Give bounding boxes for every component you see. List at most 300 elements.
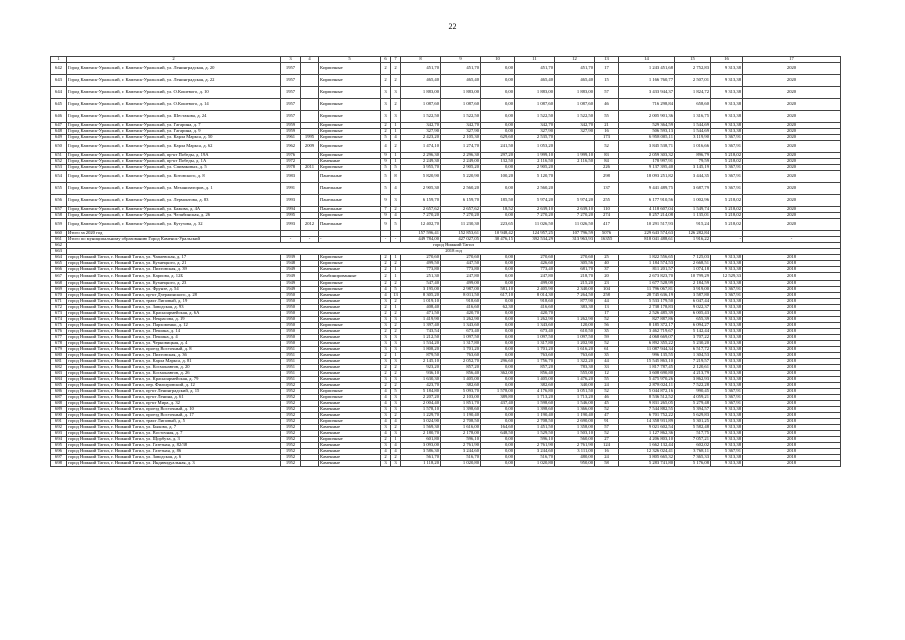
- cell-col-3: 1950: [281, 317, 301, 323]
- cell-col-13: 417: [595, 219, 619, 231]
- cell-col-7: 3: [391, 377, 401, 383]
- cell-col-11: 2 405,90: [515, 287, 555, 293]
- cell-col-12: 1 322,20: [555, 359, 595, 365]
- cell-col-14: 3 433 944,37: [619, 87, 675, 99]
- cell-col-12: 560,00: [555, 437, 595, 443]
- cell-col-8: 5 184,80: [401, 389, 441, 395]
- cell-col-11: 1 522,50: [515, 111, 555, 123]
- cell-col-10: 0,00: [481, 377, 515, 383]
- cell-col-6: 7: [381, 207, 391, 213]
- cell-col-13: 40: [595, 261, 619, 267]
- cell-col-12: 11 026,50: [555, 219, 595, 231]
- cell-col-14: 6 701 752,22: [619, 413, 675, 419]
- cell-col-10: 297,20: [481, 153, 515, 159]
- cell-col-17: 2018: [743, 401, 841, 407]
- cell-col-1: 660: [51, 231, 67, 237]
- cell-col-5: Каменные: [319, 365, 381, 371]
- cell-col-10: 437,40: [481, 401, 515, 407]
- cell-col-10: 0,00: [481, 87, 515, 99]
- cell-col-13: 52: [595, 317, 619, 323]
- cell-col-15: 4 059,21: [675, 395, 711, 401]
- cell-col-2: Город Каменск-Уральский, г. Каменск-Уральский, ул. Механизаторов, д. 1: [67, 183, 281, 195]
- cell-col-3: 1951: [281, 377, 301, 383]
- cell-col-13: 5076: [595, 231, 619, 237]
- cell-col-10: 0,00: [481, 443, 515, 449]
- cell-col-7: 2: [391, 141, 401, 153]
- cell-col-1: 697: [51, 455, 67, 461]
- cell-col-7: 1: [391, 273, 401, 281]
- cell-col-15: 5 176,08: [675, 461, 711, 467]
- cell-col-12: 2 340,00: [555, 287, 595, 293]
- cell-col-9: 918,60: [441, 299, 481, 305]
- cell-col-13: 124: [595, 443, 619, 449]
- cell-col-3: 1950: [281, 335, 301, 341]
- cell-col-3: 1952: [281, 437, 301, 443]
- cell-col-6: 3: [381, 99, 391, 111]
- cell-col-8: 1 578,10: [401, 407, 441, 413]
- cell-col-9: 1 398,60: [441, 407, 481, 413]
- column-header-9: 9: [441, 57, 481, 63]
- cell-col-14: 28 745 636,19: [619, 293, 675, 299]
- cell-col-14: 6 892 355,22: [619, 341, 675, 347]
- cell-col-13: 21: [595, 123, 619, 129]
- cell-col-6: 3: [381, 317, 391, 323]
- cell-col-14: 3 805 665,32: [619, 455, 675, 461]
- cell-col-16: 9 313,38: [711, 431, 743, 437]
- cell-col-7: 13: [391, 293, 401, 299]
- cell-col-9: 342,70: [441, 123, 481, 129]
- cell-col-11: 7 270,20: [515, 213, 555, 219]
- cell-col-13: 226: [595, 165, 619, 171]
- cell-col-4: 2012: [301, 219, 319, 231]
- cell-col-11: 420,70: [515, 311, 555, 317]
- cell-col-6: 2: [381, 75, 391, 87]
- cell-col-7: 2: [391, 383, 401, 389]
- cell-col-15: 5 142,44: [675, 329, 711, 335]
- cell-col-11: 1 405,00: [515, 377, 555, 383]
- cell-col-2: город Нижний Тагил, г. Нижний Тагил, пр-кт Дзержинского, д. 28: [67, 293, 281, 299]
- cell-col-9: 673,40: [441, 329, 481, 335]
- cell-col-14: 1 677 528,99: [619, 281, 675, 287]
- cell-col-15: 7 057,21: [675, 437, 711, 443]
- cell-col-11: 5 974,20: [515, 195, 555, 207]
- cell-col-10: 0,00: [481, 407, 515, 413]
- cell-col-5: Каменные: [319, 329, 381, 335]
- column-header-10: 10: [481, 57, 515, 63]
- cell-col-5: Кирпичные: [319, 87, 381, 99]
- cell-col-12: 327,90: [555, 129, 595, 135]
- cell-col-7: 3: [391, 347, 401, 353]
- cell-col-12: 3 051,50: [555, 389, 595, 395]
- cell-col-6: 9: [381, 153, 391, 159]
- cell-col-11: 2 761,90: [515, 443, 555, 449]
- cell-col-5: Каменные: [319, 341, 381, 347]
- cell-col-6: 2: [381, 129, 391, 135]
- column-header-7: 7: [391, 57, 401, 63]
- cell-col-13: 57: [595, 425, 619, 431]
- cell-col-13: 15: [595, 75, 619, 87]
- cell-col-14: 1 822 556,65: [619, 255, 675, 261]
- cell-col-12: 610,50: [555, 329, 595, 335]
- cell-col-14: 7 544 882,55: [619, 407, 675, 413]
- cell-col-9: 7 270,20: [441, 213, 481, 219]
- cell-col-7: 2: [391, 207, 401, 213]
- cell-col-13: 298: [595, 171, 619, 183]
- cell-col-12: 3 111,00: [555, 449, 595, 455]
- cell-col-12: 7 264,50: [555, 293, 595, 299]
- cell-col-13: 12: [595, 371, 619, 377]
- cell-col-8: 3 586,30: [401, 449, 441, 455]
- cell-col-17: 2020: [743, 123, 841, 129]
- cell-col-6: 4: [381, 287, 391, 293]
- cell-col-8: 7 270,20: [401, 213, 441, 219]
- cell-col-15: 3 768,11: [675, 449, 711, 455]
- cell-col-6: 5: [381, 183, 391, 195]
- cell-col-9: 270,60: [441, 255, 481, 261]
- cell-col-4: [301, 171, 319, 183]
- table-row: [51, 87, 841, 99]
- cell-col-11: 1 097,50: [515, 335, 555, 341]
- cell-col-12: 313 963,93: [555, 237, 595, 243]
- cell-col-2: город Нижний Тагил, г. Нижний Тагил, ул. Пихтовская, д. 36: [67, 353, 281, 359]
- cell-col-11: 1 317,80: [515, 341, 555, 347]
- cell-col-8: 3 195,00: [401, 287, 441, 293]
- cell-col-1: 643: [51, 75, 67, 87]
- cell-col-6: 3: [381, 413, 391, 419]
- cell-col-9: 2 296,30: [441, 153, 481, 159]
- cell-col-15: 658,60: [675, 99, 711, 111]
- cell-col-3: 1952: [281, 461, 301, 467]
- cell-col-16: 9 313,38: [711, 359, 743, 365]
- cell-col-7: -: [391, 237, 401, 243]
- cell-col-5: Кирпичные: [319, 63, 381, 75]
- cell-col-15: 990,45: [675, 389, 711, 395]
- cell-col-17: 2020: [743, 87, 841, 99]
- table-row: [51, 461, 841, 467]
- cell-col-11: 2 535,70: [515, 135, 555, 141]
- cell-col-10: 389,80: [481, 395, 515, 401]
- cell-col-7: 4: [391, 213, 401, 219]
- cell-col-5: Панельные: [319, 219, 381, 231]
- cell-col-16: 9 313,38: [711, 437, 743, 443]
- cell-col-4: [301, 63, 319, 75]
- column-header-8: 8: [401, 57, 441, 63]
- cell-col-6: 3: [381, 323, 391, 329]
- cell-col-13: 137: [595, 183, 619, 195]
- cell-col-7: 3: [391, 401, 401, 407]
- cell-col-14: 8 185 372,17: [619, 323, 675, 329]
- table-row: [51, 63, 841, 75]
- cell-col-10: 0,00: [481, 437, 515, 443]
- cell-col-4: [301, 99, 319, 111]
- cell-col-15: 1 304,53: [675, 353, 711, 359]
- cell-col-12: 1 190,40: [555, 413, 595, 419]
- cell-col-2: Город Каменск-Уральский, г. Каменск-Уральский, ул. О.Кошевого, д. 14: [67, 99, 281, 111]
- cell-col-17: 2018: [743, 317, 841, 323]
- cell-col-8: 561,70: [401, 455, 441, 461]
- cell-col-11: 1 529,50: [515, 431, 555, 437]
- cell-col-1: 658: [51, 213, 67, 219]
- cell-col-11: 2 560,20: [515, 183, 555, 195]
- cell-col-11: 416,60: [515, 305, 555, 311]
- cell-col-5: Каменные: [319, 353, 381, 359]
- cell-col-3: 1957: [281, 99, 301, 111]
- cell-col-17: 2018: [743, 305, 841, 311]
- cell-col-13: 24: [595, 383, 619, 389]
- cell-col-15: 896,79: [675, 153, 711, 159]
- cell-col-17: 2020: [743, 129, 841, 135]
- cell-col-9: 1 020,80: [441, 461, 481, 467]
- cell-col-5: Кирпичные: [319, 419, 381, 425]
- cell-col-17: 2018: [743, 443, 841, 449]
- cell-col-16: 9 313,38: [711, 353, 743, 359]
- cell-col-5: Каменные: [319, 293, 381, 299]
- cell-col-15: 3 687,79: [675, 183, 711, 195]
- cell-col-15: 3 587,80: [675, 293, 711, 299]
- cell-col-15: 655,39: [675, 317, 711, 323]
- cell-col-13: 37: [595, 267, 619, 273]
- cell-col-15: 1 316,75: [675, 111, 711, 123]
- cell-col-8: 936,10: [401, 371, 441, 377]
- cell-col-8: 1 212,50: [401, 335, 441, 341]
- cell-col-14: 9 021 602,54: [619, 425, 675, 431]
- cell-col-7: 3: [391, 111, 401, 123]
- cell-col-4: [301, 273, 319, 281]
- cell-col-8: 8 305,20: [401, 293, 441, 299]
- cell-col-3: 1949: [281, 267, 301, 273]
- cell-col-2: Город Каменск-Уральский, г. Каменск-Уральский, ул. Шестакова, д. 24: [67, 111, 281, 123]
- cell-col-16: 5 218,02: [711, 207, 743, 213]
- cell-col-1: 677: [51, 335, 67, 341]
- cell-col-14: 529 364,59: [619, 123, 675, 129]
- cell-col-2: Город Каменск-Уральский, г. Каменск-Уральский, ул. Спиваковых, д. 5: [67, 165, 281, 171]
- cell-col-14: 716 298,84: [619, 99, 675, 111]
- cell-col-8: 408,40: [401, 305, 441, 311]
- cell-col-6: 4: [381, 419, 391, 425]
- cell-col-6: 9: [381, 219, 391, 231]
- cell-col-13: 35: [595, 353, 619, 359]
- cell-col-12: 480,00: [555, 455, 595, 461]
- cell-col-16: 5 367,91: [711, 287, 743, 293]
- cell-col-7: 2: [391, 99, 401, 111]
- cell-col-3: 1952: [281, 407, 301, 413]
- cell-col-14: 1 184 574,53: [619, 261, 675, 267]
- cell-col-13: 45: [595, 401, 619, 407]
- cell-col-5: Кирпичные: [319, 123, 381, 129]
- cell-col-6: 4: [381, 431, 391, 437]
- cell-col-5: Каменные: [319, 431, 381, 437]
- cell-col-11: 327,90: [515, 129, 555, 135]
- cell-col-10: 362,00: [481, 371, 515, 377]
- cell-col-12: 218,70: [555, 273, 595, 281]
- cell-col-16: 5 367,91: [711, 171, 743, 183]
- cell-col-15: 2 752,83: [675, 63, 711, 75]
- cell-col-17: 2020: [743, 207, 841, 213]
- cell-col-2: Город Каменск-Уральский, г. Каменск-Уральский, ул. О.Кошевого, д. 10: [67, 87, 281, 99]
- cell-col-16: 9 313,38: [711, 443, 743, 449]
- cell-col-1: 645: [51, 99, 67, 111]
- cell-col-15: 3 707,22: [675, 335, 711, 341]
- cell-col-13: 52: [595, 407, 619, 413]
- cell-col-11: 499,00: [515, 281, 555, 287]
- cell-col-10: 0,00: [481, 347, 515, 353]
- cell-col-7: 1: [391, 255, 401, 261]
- cell-col-13: 57: [595, 87, 619, 99]
- cell-col-10: 0,00: [481, 383, 515, 389]
- cell-col-16: 5 218,02: [711, 153, 743, 159]
- cell-col-5: Панельные: [319, 171, 381, 183]
- cell-col-12: 1 883,00: [555, 87, 595, 99]
- row-number-cell: 663: [51, 249, 67, 255]
- cell-col-16: 5 218,02: [711, 213, 743, 219]
- cell-col-15: 1 002,96: [675, 195, 711, 207]
- cell-col-12: 1 522,50: [555, 111, 595, 123]
- cell-col-3: 1948: [281, 261, 301, 267]
- cell-col-3: 1952: [281, 443, 301, 449]
- cell-col-1: 691: [51, 419, 67, 425]
- housing-registry-table: [50, 56, 841, 467]
- cell-col-11: 516,70: [515, 455, 555, 461]
- cell-col-6: 4: [381, 449, 391, 455]
- cell-col-9: 420,70: [441, 311, 481, 317]
- cell-col-15: 6 094,27: [675, 323, 711, 329]
- cell-col-17: 2020: [743, 111, 841, 123]
- cell-col-16: 5 367,91: [711, 183, 743, 195]
- cell-col-8: 12 402,70: [401, 219, 441, 231]
- cell-col-1: 673: [51, 311, 67, 317]
- cell-col-17: 2018: [743, 371, 841, 377]
- cell-col-1: 667: [51, 273, 67, 281]
- cell-col-9: 763,60: [441, 353, 481, 359]
- cell-col-2: Город Каменск-Уральский, г. Каменск-Уральский, ул. Челябинская, д. 26: [67, 213, 281, 219]
- cell-col-9: 2 657,62: [441, 207, 481, 213]
- cell-col-13: 16: [595, 449, 619, 455]
- cell-col-14: 4 118 607,04: [619, 207, 675, 213]
- cell-col-12: 1 713,20: [555, 395, 595, 401]
- cell-col-5: Каменные: [319, 311, 381, 317]
- cell-col-3: 1959: [281, 123, 301, 129]
- cell-col-7: 2: [391, 323, 401, 329]
- cell-col-11: 247,80: [515, 273, 555, 281]
- cell-col-13: 52: [595, 341, 619, 347]
- cell-col-7: 4: [391, 135, 401, 141]
- cell-col-10: 100,20: [481, 171, 515, 183]
- cell-col-7: 3: [391, 407, 401, 413]
- cell-col-9: 3 244,60: [441, 449, 481, 455]
- cell-col-14: 12 326 024,41: [619, 449, 675, 455]
- cell-col-9: 596,10: [441, 437, 481, 443]
- cell-col-9: 8 011,50: [441, 293, 481, 299]
- cell-col-10: 0,00: [481, 341, 515, 347]
- cell-col-9: 1 851,70: [441, 401, 481, 407]
- cell-col-6: 4: [381, 293, 391, 299]
- cell-col-5: Каменные: [319, 317, 381, 323]
- cell-col-12: 2 639,10: [555, 207, 595, 213]
- cell-col-9: 2 708,50: [441, 419, 481, 425]
- cell-col-8: 1 397,40: [401, 323, 441, 329]
- cell-col-17: 2018: [743, 261, 841, 267]
- cell-col-5: Каменные: [319, 455, 381, 461]
- cell-col-1: 670: [51, 293, 67, 299]
- cell-col-1: 642: [51, 63, 67, 75]
- cell-col-2: Город Каменск-Уральский, г. Каменск-Уральский, ул. Гагарина, д. 9: [67, 129, 281, 135]
- cell-col-7: 3: [391, 461, 401, 467]
- cell-col-13: 258: [595, 293, 619, 299]
- cell-col-9: 451,70: [441, 63, 481, 75]
- cell-col-8: 743,54: [401, 329, 441, 335]
- cell-col-15: 2 668,51: [675, 261, 711, 267]
- cell-col-13: 23: [595, 281, 619, 287]
- cell-col-13: 17: [595, 63, 619, 75]
- cell-col-17: 2018: [743, 281, 841, 287]
- table-row: [51, 195, 841, 207]
- cell-col-14: 9 831 265,05: [619, 401, 675, 407]
- cell-col-8: 1 474,10: [401, 141, 441, 153]
- cell-col-8: 2 004,40: [401, 401, 441, 407]
- cell-col-12: [555, 141, 595, 153]
- cell-col-2: Итого за 2020 год: [67, 231, 281, 237]
- cell-col-11: 426,60: [515, 261, 555, 267]
- cell-col-5: Каменные: [319, 425, 381, 431]
- cell-col-15: 1 135,01: [675, 213, 711, 219]
- cell-col-9: 1 317,80: [441, 341, 481, 347]
- cell-col-12: 783,30: [555, 365, 595, 371]
- cell-col-14: 11 796 067,81: [619, 287, 675, 293]
- cell-col-17: 2020: [743, 165, 841, 171]
- cell-col-5: Каменные: [319, 407, 381, 413]
- table-row: [51, 75, 841, 87]
- cell-col-11: 1 087,60: [515, 99, 555, 111]
- cell-col-10: 0,00: [481, 75, 515, 87]
- cell-col-13: 17: [595, 311, 619, 317]
- cell-col-3: 1978: [281, 165, 301, 171]
- cell-col-15: 6 047,44: [675, 299, 711, 305]
- cell-col-8: 1 883,00: [401, 87, 441, 99]
- cell-col-14: 5 475 970,26: [619, 377, 675, 383]
- column-header-17: 17: [743, 57, 841, 63]
- cell-col-10: 0,00: [481, 213, 515, 219]
- cell-col-6: 3: [381, 461, 391, 467]
- cell-col-9: 1 087,60: [441, 99, 481, 111]
- cell-col-2: Город Каменск-Уральский, г. Каменск-Уральский, ул. Ленинградская, д. 22: [67, 75, 281, 87]
- cell-col-12: 950,00: [555, 461, 595, 467]
- cell-col-4: 2009: [301, 141, 319, 153]
- cell-col-16: 5 218,02: [711, 219, 743, 231]
- cell-col-12: 451,70: [555, 63, 595, 75]
- cell-col-16: 9 313,38: [711, 341, 743, 347]
- cell-col-1: 693: [51, 431, 67, 437]
- cell-col-8: 2 145,10: [401, 359, 441, 365]
- cell-col-6: 3: [381, 359, 391, 365]
- cell-col-10: 0,00: [481, 317, 515, 323]
- cell-col-2: город Нижний Тагил, г. Нижний Тагил, ул. Заводская, д. 6: [67, 455, 281, 461]
- cell-col-10: 0,00: [481, 273, 515, 281]
- cell-col-14: 9 441 489,75: [619, 183, 675, 195]
- cell-col-10: 30 476,15: [481, 237, 515, 243]
- cell-col-11: 773,40: [515, 267, 555, 273]
- cell-col-2: город Нижний Тагил, г. Нижний Тагил, ул. Восточная, д. 7: [67, 431, 281, 437]
- cell-col-1: 666: [51, 267, 67, 273]
- cell-col-6: 4: [381, 395, 391, 401]
- cell-col-11: 1 701,20: [515, 347, 555, 353]
- cell-col-13: 33: [595, 365, 619, 371]
- cell-col-8: 773,80: [401, 267, 441, 273]
- cell-col-16: 9 313,38: [711, 75, 743, 87]
- cell-col-5: Кирпичные: [319, 255, 381, 261]
- table-row: [51, 171, 841, 183]
- cell-col-2: Город Каменск-Уральский, г. Каменск-Уральский, ул. Ленинградская, д. 20: [67, 63, 281, 75]
- cell-col-15: 1 916,22: [675, 237, 711, 243]
